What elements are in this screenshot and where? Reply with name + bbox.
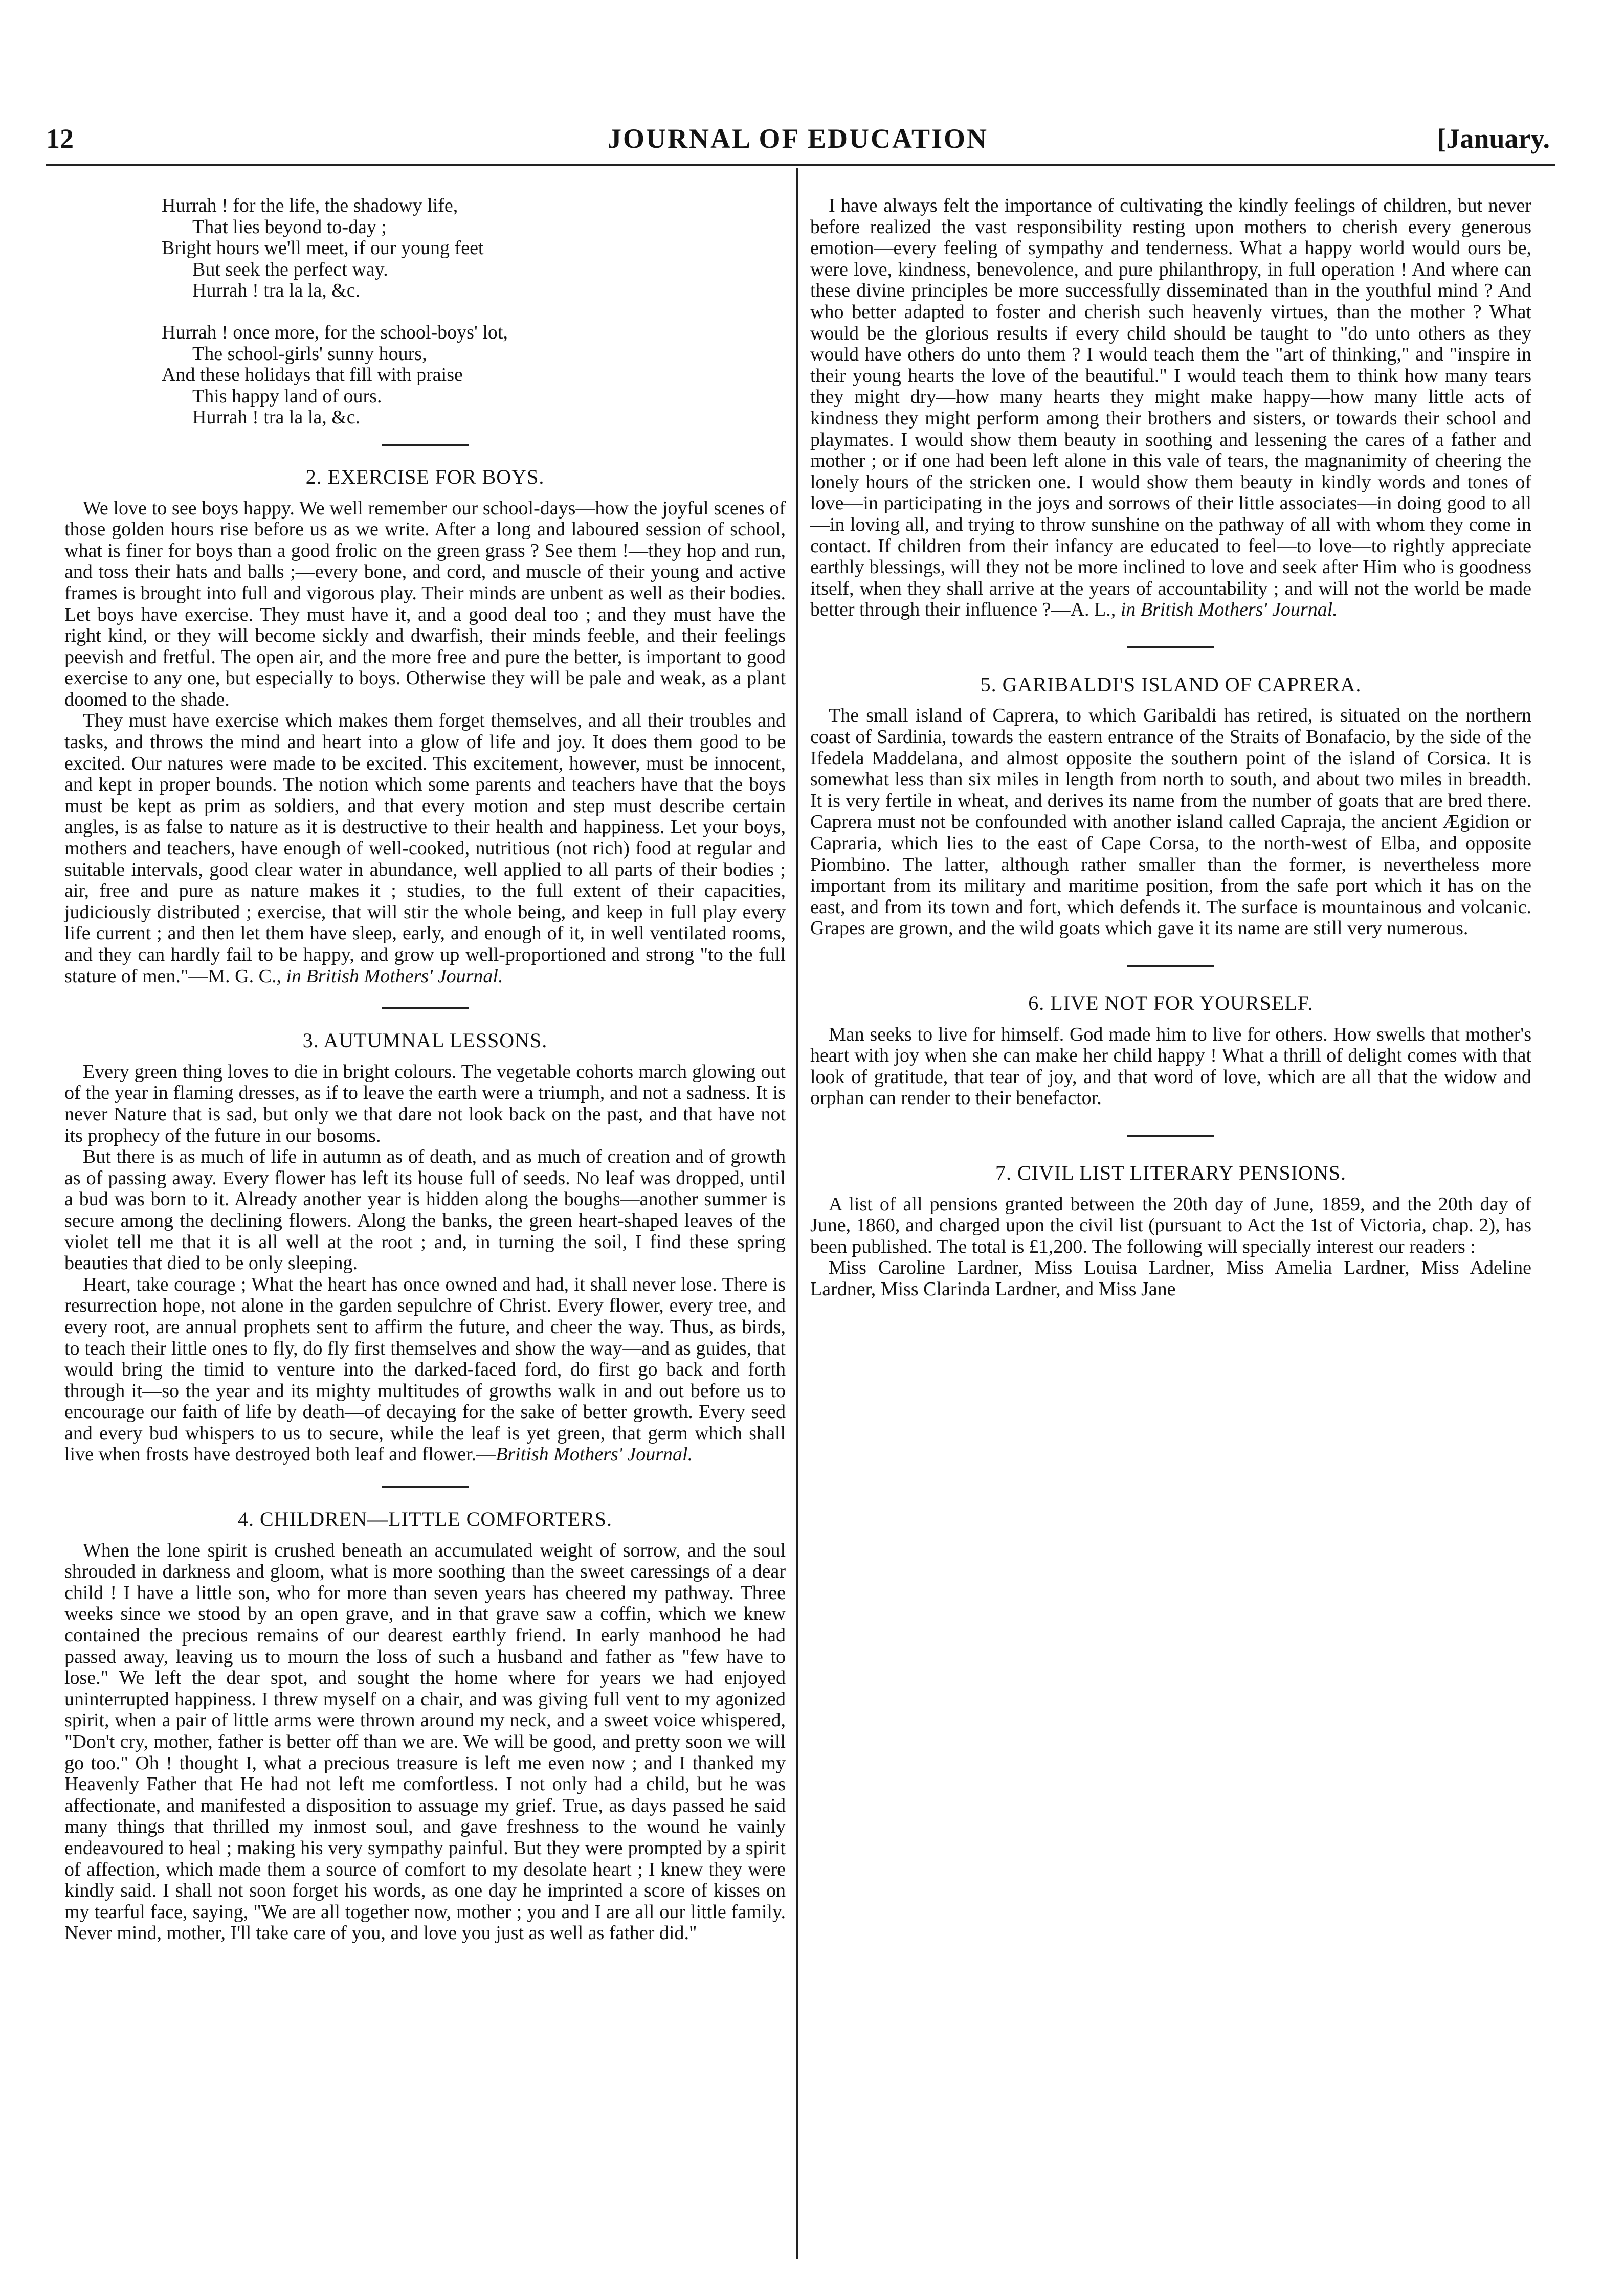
paragraph: Miss Caroline Lardner, Miss Louisa Lardner, Miss Amelia Lardner, Miss Adeline Lardner, Miss Clarinda Lardner, and Miss Jane: [810, 1257, 1531, 1300]
paragraph: The small island of Caprera, to which Garibaldi has retired, is situated on the northern coast of Sardinia, towards the eastern entrance of the Straits of Bonafacio, by the side of the Ifedela Maddelana, and almost opposite the southern point of the island of Corsica. It is somewhat less than six miles in length from north to south, and about two miles in breadth. It is very fertile in wheat, and derives its name from the number of goats that are bred there. Caprera must not be confounded with another island called Capraja, the ancient Ægidion or Capraria, which lies to the east of Cape Corsa, to the north-west of Elba, and opposite Piombino. The latter, although rather smaller than the former, is nevertheless more important from its military and maritime position, from the safe port which it has on the east, and from its town and fort, which defends it. The surface is mountainous and volcanic. Grapes are grown, and the wild goats which gave it its name are still very numerous.: [810, 705, 1531, 939]
source-attribution: in British Mothers' Journal.: [286, 965, 503, 987]
month-label: [January.: [1437, 123, 1550, 154]
paragraph: We love to see boys happy. We well remember our school-days—how the joyful scenes of those golden hours rise before us as we write. After a long and laboured session of school, what is finer for boys than a good frolic on the green grass ? See them !—they hop and run, and toss their hats and balls ;—every bone, and cord, and muscle of their young and active frames is brought into full and vigorous play. Their minds are unbent as well as their bodies. Let boys have exercise. They must have it, and a good deal too ; and they must have the right kind, or they will become sickly and dwarfish, their minds feeble, and their feelings peevish and fretful. The open air, and the more free and pure the better, is important to good exercise to any one, but especially to boys. Otherwise they will be pale and weak, as a plant doomed to the shade.: [64, 497, 786, 710]
header-rule: [46, 164, 1555, 166]
paragraph: But there is as much of life in autumn as of death, and as much of creation and of growth as of passing away. Every flower has left its house full of seeds. No leaf was dropped, until a bud was born to it. Already another year is hidden along the boughs—another summer is secure among the declining flowers. Along the banks, the green heart-shaped leaves of the violet tell me that it is all well at the root ; and, in turning the soil, I find these spring beauties that died to be only sleeping.: [64, 1146, 786, 1274]
paragraph: I have always felt the importance of cultivating the kindly feelings of children, but never before realized the vast responsibility resting upon mothers to cherish every generous emotion—every feeling of sympathy and tenderness. What a happy world would ours be, were love, kindness, benevolence, and pure philanthropy, in full operation ! And where can these divine principles be more successfully disseminated than in the youthful mind ? And who better adapted to foster and cherish such heavenly virtues, than the mother ? What would be the glorious results if every child should be taught to "do unto others as they would have others do unto them ? I would teach them the "art of thinking," and "inspire in their young hearts the love of the beautiful." I would teach them to think how many tears they might dry—how many hearts they might make happy—how many little acts of kindness they might perform among their brothers and sisters, or towards their school and playmates. I would show them beauty in soothing and lessening the cares of a father and mother ; or if one had been left alone in this vale of tears, the magnanimity of cheering the lonely hours of the stricken one. I would show them beauty in kindly words and tones of love—in participating in the joys and sorrows of their little associates—in doing good to all—in loving all, and trying to throw sunshine on the pathway of all with whom they come in contact. If children from their infancy are educated to feel—to love—to rightly appreciate earthly blessings, will they not be more inclined to love and seek after Him who is goodness itself, when they shall arrive at the years of accountability ; and will not the world be made better through their influence ?—A. L., in British Mothers' Journal.: [810, 195, 1531, 621]
page-number: 12: [46, 123, 74, 154]
poem: [162, 195, 786, 429]
section-heading: 3. AUTUMNAL LESSONS.: [302, 1029, 548, 1052]
poem-line: And these holidays that fill with praise: [162, 364, 463, 386]
section-heading: 4. CHILDREN—LITTLE COMFORTERS.: [237, 1507, 613, 1531]
poem-line: Hurrah ! for the life, the shadowy life,: [162, 195, 458, 216]
poem-line: The school-girls' sunny hours,: [192, 343, 427, 365]
journal-title: JOURNAL OF EDUCATION: [607, 123, 989, 154]
section-heading: 6. LIVE NOT FOR YOURSELF.: [1028, 992, 1314, 1015]
section-heading: 7. CIVIL LIST LITERARY PENSIONS.: [995, 1161, 1347, 1184]
poem-line: Bright hours we'll meet, if our young feet: [162, 237, 484, 259]
poem-line: Hurrah ! tra la la, &c.: [192, 407, 361, 429]
paragraph: Heart, take courage ; What the heart has once owned and had, it shall never lose. There is resurrection hope, not alone in the garden sepulchre of Christ. Every flower, every tree, and every root, are annual prophets sent to affirm the future, and cheer the way. Thus, as birds, to teach their little ones to fly, do fly first themselves and show the way—and as guides, that would bring the timid to venture into the darked-faced ford, do first go back and forth through it—so the year and its mighty multitudes of growths walk in and out before us to encourage our faith of life by death—of decaying for the sake of better growth. Every seed and every bud whispers to us to secure, while the leaf is yet green, that germ which shall live when frosts have destroyed both leaf and flower.—British Mothers' Journal.: [64, 1273, 786, 1466]
poem-line: That lies beyond to-day ;: [192, 216, 387, 238]
paragraph: When the lone spirit is crushed beneath an accumulated weight of sorrow, and the soul shrouded in darkness and gloom, what is more soothing than the sweet caressings of a dear child ! I have a little son, who for more than seven years has cheered my pathway. Three weeks since we stood by an open grave, and in that grave saw a coffin, which we knew contained the precious remains of our dearest earthly friend. In early manhood he had passed away, leaving us to mourn the loss of such a husband and father as "few have to lose." We left the dear spot, and sought the home where for years we had enjoyed uninterrupted happiness. I threw myself on a chair, and was giving full vent to my agonized spirit, when a pair of little arms were thrown around my neck, and a sweet voice whispered, "Don't cry, mother, father is better off than we are. We will be good, and pretty soon we will go too." Oh ! thought I, what a precious treasure is left me even now ; and I thanked my Heavenly Father that He had not left me comfortless. I not only had a child, but he was affectionate, and manifested a disposition to assuage my grief. True, as days passed he said many things that thrilled my inmost soul, and gave freshness to the wound he vainly endeavoured to heal ; making his very sympathy painful. But they were prompted by a spirit of affection, which made them a source of comfort to my desolate heart ; I knew they were kindly said. I shall not soon forget his words, as one day he imprinted a score of kisses on my tearful face, saying, "We are all together now, mother ; you and I are all our little family. Never mind, mother, I'll take care of you, and love you just as well as father did.": [64, 1539, 786, 1944]
section-heading: 5. GARIBALDI'S ISLAND OF CAPRERA.: [980, 672, 1362, 696]
poem-line: This happy land of ours.: [192, 385, 382, 407]
paragraph: A list of all pensions granted between the 20th day of June, 1859, and the 20th day of June, 1860, and charged upon the civil list (pursuant to Act the 1st of Victoria, chap. 2), has been published. The total is £1,200. The following will specially interest our readers :: [810, 1193, 1531, 1257]
column-separator: [796, 168, 798, 2259]
paragraph: Man seeks to live for himself. God made him to live for others. How swells that mother's heart with joy when she can make her child happy ! What a thrill of delight comes with that look of gratitude, that tear of joy, and that word of love, which are all that the widow and orphan can render to their benefactor.: [810, 1023, 1531, 1109]
paragraph: Every green thing loves to die in bright colours. The vegetable cohorts march glowing out of the year in flaming dresses, as if to leave the earth were a triumph, and not a sadness. It is never Nature that is sad, but only we that dare not look back on the past, and that have not its prophecy of the future in our bosoms.: [64, 1061, 786, 1146]
source-attribution: British Mothers' Journal.: [496, 1444, 693, 1466]
poem-line: But seek the perfect way.: [192, 258, 388, 280]
poem-line: Hurrah ! tra la la, &c.: [192, 280, 361, 302]
paragraph: They must have exercise which makes them forget themselves, and all their troubles and tasks, and throws the mind and heart into a glow of life and joy. It does them good to be excited. Our natures were made to be excited. This excitement, however, must be innocent, and kept in proper bounds. The notion which some parents and teachers have that the boys must be kept as prim as soldiers, and that every motion and step must describe certain angles, is as false to nature as it is destructive to their health and happiness. Let your boys, mothers and teachers, have enough of well-cooked, nutritious (not rich) food at regular and suitable intervals, good clear water in abundance, well applied to all parts of their bodies ; air, free and pure as nature makes it ; studies, to the full extent of their capacities, judiciously distributed ; exercise, that will stir the whole being, and keep in full play every life current ; and then let them have sleep, early, and enough of it, in well ventilated rooms, and they can hardly fail to be happy, and grow up well-proportioned and strong "to the full stature of men."—M. G. C., in British Mothers' Journal.: [64, 710, 786, 987]
section-heading: 2. EXERCISE FOR BOYS.: [305, 465, 545, 488]
right-column: [810, 195, 1531, 1300]
page-header: [46, 123, 1550, 164]
left-column: [64, 195, 786, 1944]
poem-line: Hurrah ! once more, for the school-boys' lot,: [162, 321, 508, 343]
source-attribution: in British Mothers' Journal.: [1120, 599, 1338, 621]
